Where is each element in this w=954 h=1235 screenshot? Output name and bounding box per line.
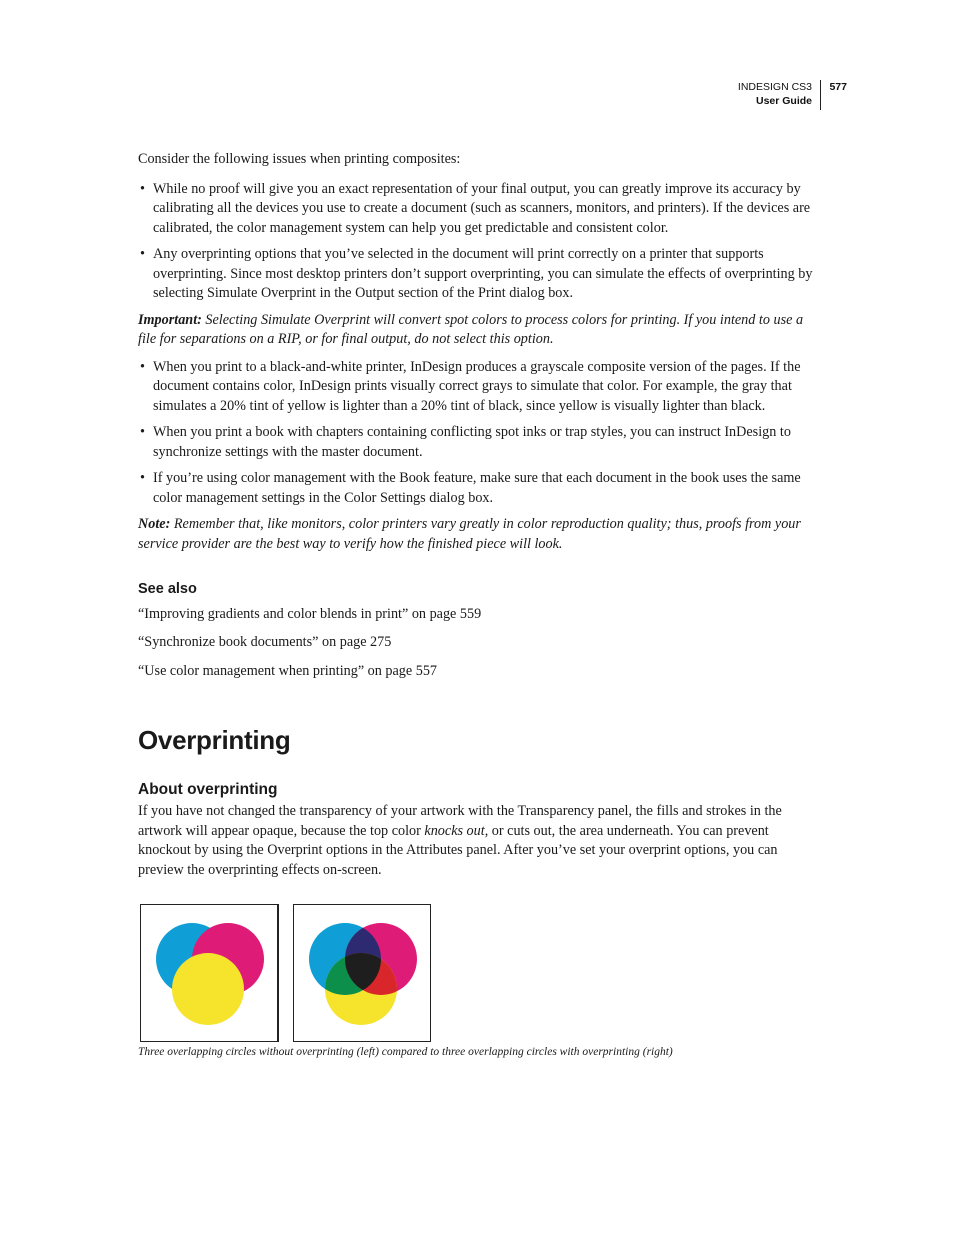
figure-overprint-panel bbox=[293, 904, 431, 1042]
list-item-text: When you print a book with chapters containing conflicting spot inks or trap styles, you can instruct InDesign to synchronize settings with the master document. bbox=[153, 424, 791, 460]
list-item-text: Any overprinting options that you’ve selected in the document will print correctly on a printer that supports overprinting. Since most desktop printers don’t support overprinting, you can simulate the effects of overprinting by selecting Simulate Overprint in the Output section of the Print dialog box. bbox=[153, 246, 813, 301]
section-subtitle: About overprinting bbox=[138, 781, 278, 798]
bullet-list-b bbox=[138, 358, 814, 509]
header-titles bbox=[738, 80, 817, 108]
bullet-icon: • bbox=[140, 180, 145, 197]
paragraph-text-after: , or cuts out, the area underneath. You can prevent knockout by using the Overprint options in the Attributes panel. After you’ve set your overprint options, you can preview the overprinting effects on-screen. bbox=[138, 822, 778, 878]
note-label: Note: bbox=[138, 516, 171, 532]
list-item bbox=[138, 358, 814, 417]
bullet-icon: • bbox=[140, 470, 145, 486]
list-item bbox=[138, 423, 814, 462]
figure-caption: Three overlapping circles without overprinting (left) compared to three overlapping circles with overprinting (right) bbox=[138, 1046, 673, 1058]
running-header bbox=[738, 80, 847, 108]
section-title: Overprinting bbox=[138, 725, 291, 755]
see-also-heading: See also bbox=[138, 581, 197, 597]
important-text: Selecting Simulate Overprint will convert spot colors to process colors for printing. If you intend to use a file for separations on a RIP, or for final output, do not select this option. bbox=[138, 311, 804, 347]
see-also-link[interactable]: “Synchronize book documents” on page 275 bbox=[138, 634, 392, 650]
list-item-text: When you print to a black-and-white printer, InDesign produces a grayscale composite version of the pages. If the document contains color, InDesign prints visually correct grays to simulate that color. For example, the gray that simulates a 20% tint of yellow is lighter than a 20% tint of black, since yellow is visually lighter than black. bbox=[153, 358, 801, 414]
page-number: 577 bbox=[829, 81, 847, 93]
bullet-icon: • bbox=[140, 358, 145, 375]
knockout-circles-image bbox=[141, 905, 277, 1041]
overprint-circles-image bbox=[294, 905, 430, 1041]
intro-paragraph: Consider the following issues when printing composites: bbox=[138, 151, 461, 167]
note-text: Remember that, like monitors, color printers vary greatly in color reproduction quality; thus, proofs from your service provider are the best way to verify how the finished piece will look. bbox=[138, 516, 801, 552]
list-item bbox=[138, 245, 814, 304]
see-also-link[interactable]: “Use color management when printing” on page 557 bbox=[138, 662, 438, 679]
section-paragraph bbox=[138, 802, 814, 880]
paragraph-text-before: If you have not changed the transparency of your artwork with the Transparency panel, the fills and strokes in the artwork will appear opaque, because the top color bbox=[138, 803, 782, 839]
important-label: Important: bbox=[138, 311, 202, 328]
yellow-circle bbox=[172, 953, 244, 1025]
page-body bbox=[138, 150, 814, 880]
header-product: INDESIGN CS3 bbox=[737, 81, 813, 93]
list-item-text: If you’re using color management with the Book feature, make sure that each document in the book uses the same color management settings in the Color Settings dialog box. bbox=[153, 470, 801, 506]
header-guide: User Guide bbox=[755, 95, 813, 107]
list-item-text: While no proof will give you an exact representation of your final output, you can greatly improve its accuracy by calibrating all the devices you use to create a document (such as scanners, monitors, and printers). If the devices are calibrated, the color management system can help you get predictable and consistent color. bbox=[153, 180, 811, 236]
header-divider bbox=[820, 80, 821, 110]
see-also-link[interactable]: “Improving gradients and color blends in print” on page 559 bbox=[138, 605, 482, 622]
bullet-list-a bbox=[138, 180, 814, 304]
list-item bbox=[138, 469, 814, 508]
bullet-icon: • bbox=[140, 424, 145, 440]
bullet-icon: • bbox=[140, 246, 145, 262]
paragraph-emphasis: knocks out bbox=[424, 822, 485, 839]
important-note bbox=[138, 311, 814, 350]
note-paragraph bbox=[138, 515, 814, 554]
list-item bbox=[138, 180, 814, 239]
figure-knockout-panel bbox=[140, 904, 279, 1042]
